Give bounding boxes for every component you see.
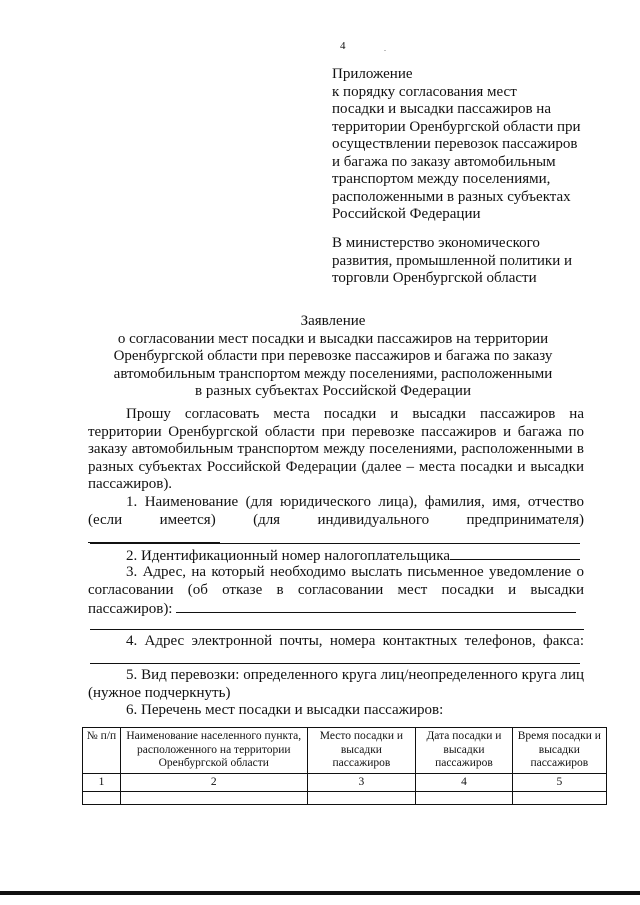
title-line: Оренбургской области при перевозке пассажиров и багажа по заказу [113, 348, 553, 364]
intro-paragraph: Прошу согласовать места посадки и высадки пассажиров на территории Оренбургской области при перевозке пассажиров и багажа по заказу автомобильным транспортом между поселениями, расположенными в разных субъектах Российской Федерации (далее – места посадки и высадки пассажиров). [88, 406, 584, 492]
item-3-blank-line[interactable] [90, 629, 584, 630]
col-header-number: № п/п [83, 728, 121, 774]
appendix-line: к порядку согласования мест [332, 83, 517, 100]
appendix-line: территории Оренбургской области при [332, 118, 581, 135]
appendix-line: расположенными в разных субъектах [332, 188, 571, 205]
col-number: 2 [120, 773, 307, 792]
item-4-blank-line[interactable] [90, 663, 580, 664]
recipient-line: торговли Оренбургской области [332, 270, 537, 286]
title-line: автомобильным транспортом между поселениями, расположенными [113, 365, 553, 382]
item-4-paragraph: 4. Адрес электронной почты, номера контактных телефонов, факса: [126, 633, 584, 649]
page-number: 4 [340, 40, 346, 52]
table-header-row [83, 728, 607, 774]
col-number: 4 [416, 773, 512, 792]
item-1-paragraph [88, 494, 584, 549]
title-heading: Заявление [300, 313, 366, 329]
table-row[interactable] [83, 792, 607, 805]
appendix-block [332, 66, 602, 224]
item-3-text: 3. Адрес, на который необходимо выслать письменное уведомление о согласовании (об отказе в согласовании мест посадки и высадки пассажиров): [88, 564, 584, 617]
scan-dot: . [384, 44, 386, 53]
table-cell[interactable] [307, 792, 416, 805]
item-2-paragraph [88, 546, 584, 566]
recipient-line: развития, промышленной политики и [332, 252, 573, 269]
table-cell[interactable] [120, 792, 307, 805]
title-line: о согласовании мест посадки и высадки пассажиров на территории [117, 330, 549, 347]
appendix-line: осуществлении перевозок пассажиров [332, 136, 578, 152]
col-number: 3 [307, 773, 416, 792]
col-header-date: Дата посадки и высадки пассажиров [416, 728, 512, 774]
item-2-fill-line[interactable] [450, 546, 580, 560]
item-1-text: 1. Наименование (для юридического лица), фамилия, имя, отчество (если имеется) (для индивидуального предпринимателя) [88, 494, 584, 528]
item-3-paragraph [88, 564, 584, 619]
item-6-paragraph: 6. Перечень мест посадки и высадки пассажиров: [126, 702, 444, 718]
col-number: 1 [83, 773, 121, 792]
document-title [88, 313, 578, 401]
table-row [83, 773, 607, 792]
appendix-line: и багажа по заказу автомобильным [332, 153, 556, 170]
col-header-time: Время посадки и высадки пассажиров [512, 728, 606, 774]
appendix-line: транспортом между поселениями, [332, 171, 551, 187]
col-number: 5 [512, 773, 606, 792]
table-cell[interactable] [512, 792, 606, 805]
item-1-blank-line[interactable] [90, 543, 580, 544]
stops-table [82, 727, 607, 805]
item-3-fill-line[interactable] [176, 599, 576, 613]
recipient-block [332, 235, 602, 288]
scan-bottom-edge [0, 891, 640, 895]
table-cell[interactable] [83, 792, 121, 805]
appendix-line: Российской Федерации [332, 206, 481, 222]
table-cell[interactable] [416, 792, 512, 805]
col-header-stop-place: Место посадки и высадки пассажиров [307, 728, 416, 774]
appendix-line: посадки и высадки пассажиров на [332, 101, 551, 117]
title-line: в разных субъектах Российской Федерации [195, 383, 471, 399]
appendix-line: Приложение [332, 66, 413, 82]
col-header-settlement: Наименование населенного пункта, расположенного на территории Оренбургской области [120, 728, 307, 774]
item-1-fill-line[interactable] [88, 529, 220, 543]
item-5-paragraph: 5. Вид перевозки: определенного круга лиц/неопределенного круга лиц (нужное подчеркнуть) [88, 667, 584, 701]
item-2-text: 2. Идентификационный номер налогоплательщика [126, 548, 451, 564]
recipient-line: В министерство экономического [332, 235, 540, 251]
